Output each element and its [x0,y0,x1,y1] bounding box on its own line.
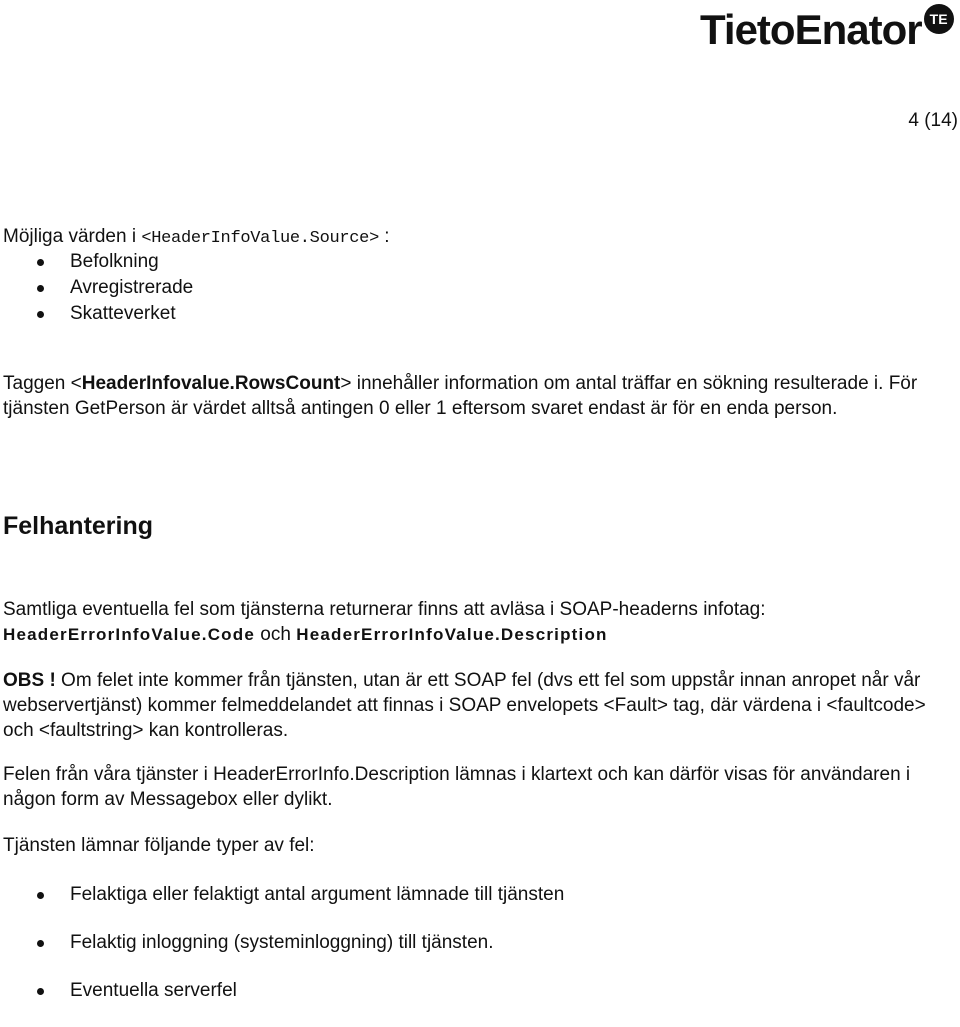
list-item: Avregistrerade [0,275,193,301]
source-intro-suffix: : [378,226,390,247]
section-heading: Felhantering [3,512,154,540]
obs-label: OBS ! [3,670,56,691]
error-intro-text: Samtliga eventuella fel som tjänsterna returnerar finns att avläsa i SOAP-headerns infotag: [3,599,766,620]
obs-text: Om felet inte kommer från tjänsten, utan är ett SOAP fel (dvs ett fel som uppstår innan anropet når vår webservertjänst) kommer felmeddelandet att finnas i SOAP envelopets <Fault> tag, där värdena i <faultcode> och <faultstring> kan kontrolleras. [3,670,926,741]
list-item: Skatteverket [0,301,193,327]
source-intro [3,224,954,251]
error-types-list [0,883,564,1027]
logo-wordmark: TietoEnator [700,6,922,53]
error-description-field: HeaderErrorInfoValue.Description [296,625,608,644]
list-item: Felaktiga eller felaktigt antal argument lämnade till tjänsten [0,883,564,931]
rowscount-text: > innehåller information om antal träffar en sökning resulterade i. För tjänsten GetPerson är värdet alltså antingen 0 eller 1 eftersom svaret endast är för en enda person. [3,373,918,419]
rowscount-paragraph [3,371,954,421]
company-logo [700,6,954,54]
error-intro-paragraph [3,597,954,647]
source-values-list [0,249,193,327]
list-item: Befolkning [0,249,193,275]
source-intro-text: Möjliga värden i [3,226,142,247]
rowscount-tag: HeaderInfovalue.RowsCount [81,373,341,394]
source-intro-code: <HeaderInfoValue.Source> [141,229,379,248]
logo-badge: TE [924,4,954,34]
rowscount-prefix: Taggen < [3,373,82,394]
error-message-paragraph: Felen från våra tjänster i HeaderErrorInfo.Description lämnas i klartext och kan därför visas för användaren i någon form av Messagebox eller dylikt. [3,764,911,810]
error-types-intro: Tjänsten lämnar följande typer av fel: [3,835,315,856]
obs-paragraph [3,668,954,743]
list-item: Eventuella serverfel [0,979,564,1027]
error-intro-join: och [255,624,297,645]
page-number: 4 (14) [908,110,958,131]
list-item: Felaktig inloggning (systeminloggning) till tjänsten. [0,931,564,979]
error-code-field: HeaderErrorInfoValue.Code [3,625,256,644]
